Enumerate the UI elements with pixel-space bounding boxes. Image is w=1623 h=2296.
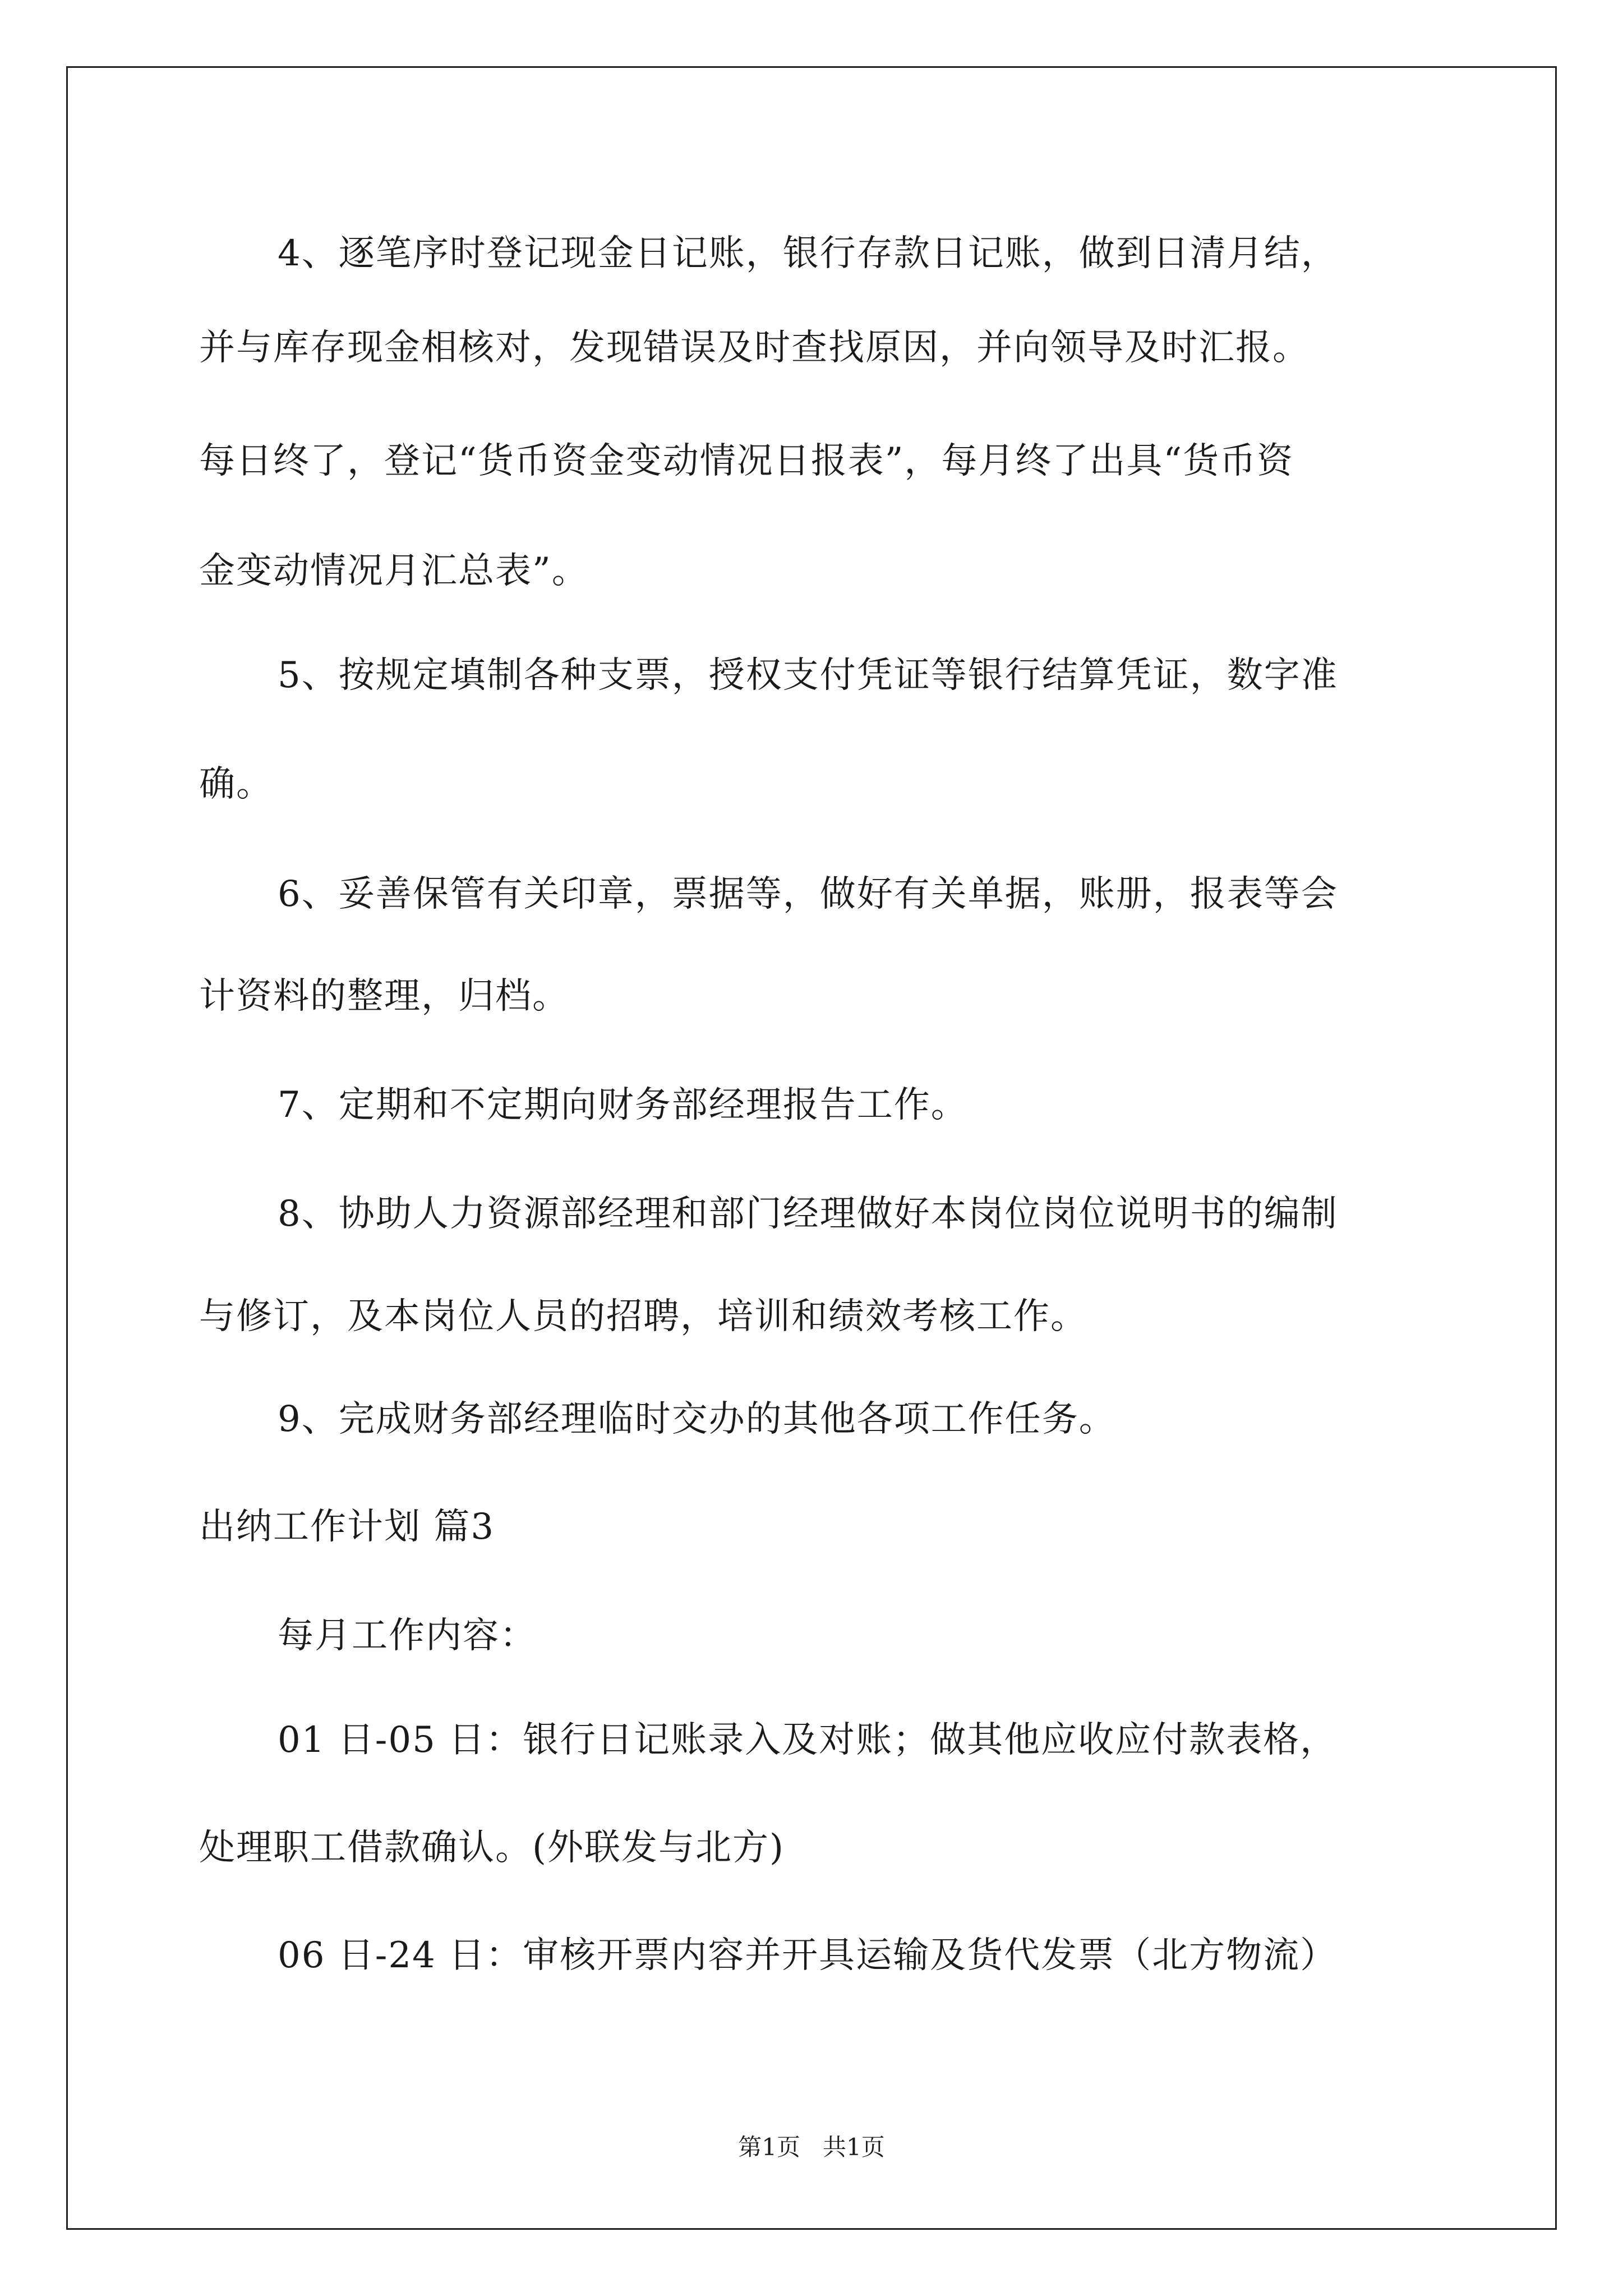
schedule-item-1-line-1: 01 日-05 日：银行日记账录入及对账；做其他应收应付款表格，: [278, 1719, 1338, 1761]
paragraph-5-line-2: 确。: [199, 763, 273, 805]
paragraph-8-line-2: 与修订，及本岗位人员的招聘，培训和绩效考核工作。: [199, 1296, 1087, 1337]
paragraph-6-line-2: 计资料的整理，归档。: [199, 976, 569, 1017]
paragraph-7-line-1: 7、定期和不定期向财务部经理报告工作。: [278, 1084, 968, 1126]
paragraph-9-line-1: 9、完成财务部经理临时交办的其他各项工作任务。: [278, 1398, 1116, 1440]
paragraph-6-line-1: 6、妥善保管有关印章，票据等，做好有关单据，账册，报表等会: [278, 873, 1338, 915]
schedule-item-2-line-1: 06 日-24 日：审核开票内容并开具运输及货代发票（北方物流）: [278, 1935, 1338, 1976]
paragraph-4-line-2: 并与库存现金相核对，发现错误及时查找原因，并向领导及时汇报。: [199, 327, 1310, 369]
schedule-item-1-line-2: 处理职工借款确认。(外联发与北方): [199, 1827, 785, 1869]
paragraph-4-line-3: 每日终了，登记“货币资金变动情况日报表”，每月终了出具“货币资: [199, 440, 1294, 482]
paragraph-4-line-1: 4、逐笔序时登记现金日记账，银行存款日记账，做到日清月结，: [278, 233, 1338, 274]
monthly-work-heading: 每月工作内容：: [278, 1615, 537, 1657]
paragraph-5-line-1: 5、按规定填制各种支票，授权支付凭证等银行结算凭证，数字准: [278, 655, 1338, 696]
section-heading: 出纳工作计划 篇3: [199, 1506, 495, 1548]
paragraph-4-line-4: 金变动情况月汇总表”。: [199, 550, 589, 592]
page-border: [66, 66, 1557, 2230]
page-number-footer: 第1页 共1页: [738, 2133, 885, 2161]
paragraph-8-line-1: 8、协助人力资源部经理和部门经理做好本岗位岗位说明书的编制: [278, 1193, 1338, 1235]
